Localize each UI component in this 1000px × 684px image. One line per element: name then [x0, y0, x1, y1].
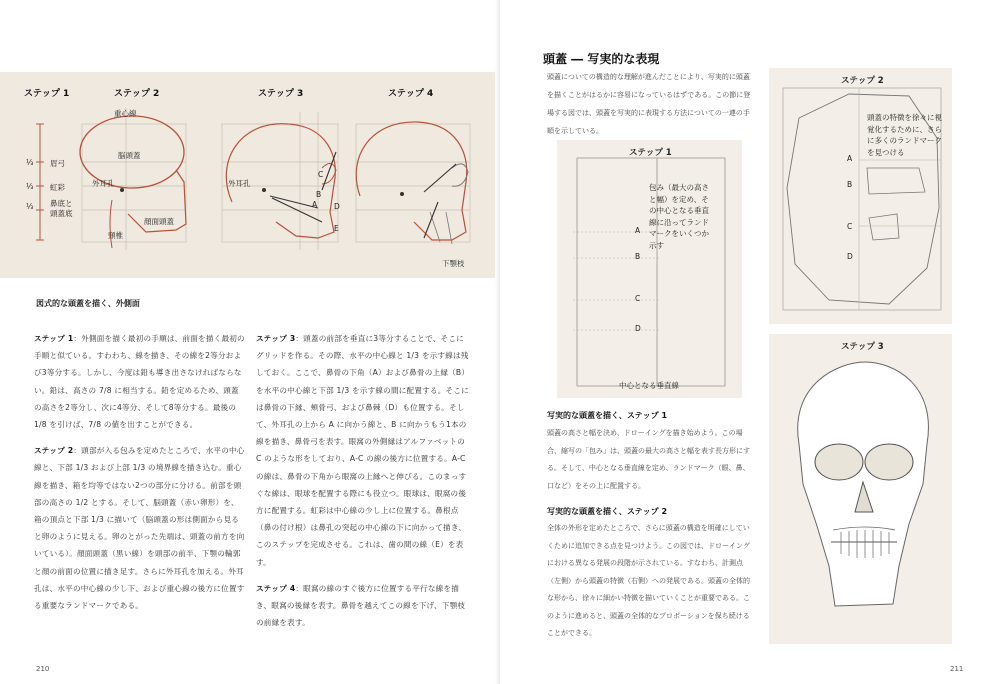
nose-base-label: 鼻底と [50, 199, 73, 208]
step1-label: ステップ 1 [629, 148, 672, 158]
step3-label: ステップ 3 [841, 342, 884, 352]
step3-figure [769, 334, 952, 644]
cranium-label: 脳頭蓋 [118, 151, 141, 160]
mark-b: B [635, 252, 641, 261]
mark-d: D [847, 252, 853, 261]
centerline-label: 重心線 [114, 109, 137, 118]
figure-drawings [0, 72, 500, 278]
mark-a: A [635, 226, 641, 235]
point-a-label: A [312, 200, 318, 209]
center-line-label: 中心となる垂直線 [619, 381, 679, 390]
step4-label: ステップ 4 [388, 89, 434, 99]
skull-base-label: 頭蓋底 [50, 209, 73, 218]
step-heading: ステップ 4 [256, 583, 296, 593]
figure-plate [0, 72, 500, 278]
text-column-2 [256, 330, 470, 640]
step1-figure [557, 140, 742, 398]
frac-label: ⅓ [26, 202, 34, 211]
mark-c: C [635, 294, 641, 303]
step2-label: ステップ 2 [841, 76, 884, 86]
intro-paragraph: 頭蓋についての構造的な理解が進んだことにより、写実的に頭蓋を描くことがはるかに容易になっているはずである。この節に登場する図では、頭蓋を写実的に表現する方法についての一連の手順を示している。 [547, 73, 751, 135]
subheading-1: 写実的な頭蓋を描く、ステップ 1 [547, 411, 668, 420]
step1-label: ステップ 1 [24, 89, 70, 99]
paragraph: ：外側面を描く最初の手順は、前面を描く最初の手順と似ている。すわわち、線を描き、その線を2等分および3等分する。しかし、今度は鉛も導き出さなければならない。鉛は、高さの 7/8 に相当する。鉛を定めるため、頭蓋の高さを2等分し、次に4等分、そして8等分する。最後の 1/8 を引けば、7/8 の値を出すことができる。 [34, 334, 245, 430]
subheading-2: 写実的な頭蓋を描く、ステップ 2 [547, 507, 668, 516]
mark-a: A [847, 154, 853, 163]
point-d-label: D [334, 202, 340, 211]
skull-drawing [769, 334, 952, 644]
page-number: 210 [36, 665, 50, 673]
point-e-label: E [334, 224, 339, 233]
neck-label: 頸椎 [108, 231, 123, 240]
paragraph: ：頭部が入る包みを定めたところで、水平の中心線と、下部 1/3 および上部 1/3 の境界線を描き込む。重心線を描き、箱を均等ではない2つの部分に分ける。前部を頭部の高さの 1/2 とする。そして、脳頭蓋（赤い卵形）を、箱の頂点と下部 1/3 に描いて（脳頭蓋の形は側面から見ると卵のように見える。卵のとがった先端は、頭蓋の前方を向いている）。顔面頭蓋（黒い線）を頭部の前半、下顎の輪郭と顔の前面の位置に描き足す。さらに外耳孔を加える。外耳孔は、水平の中心線の少し下、および重心線の後方に位置する重要なランドマークである。 [34, 446, 245, 611]
point-c-label: C [318, 170, 324, 179]
paragraph-2: 全体の外形を定めたところで、さらに頭蓋の構造を明確にしていくために追加できる点を見つけよう。この図では、ドローイングにおける異なる発展の段階が示されている。すなわち、計測点（左側）から頭蓋の特徴（右側）への発展である。頭蓋の全体的な形から、徐々に細かい特徴を描いていくことが重要である。このように進めると、頭蓋の全体的なプロポーションを保ち続けることができる。 [547, 524, 750, 637]
figure-caption: 図式的な頭蓋を描く、外側面 [36, 299, 140, 308]
frac-label: ⅓ [26, 182, 34, 191]
text-column-1 [34, 330, 246, 623]
eyebrow-label: 眉弓 [50, 159, 65, 168]
step1-note: 包み（最大の高さと幅）を定め、その中心となる垂直線に沿ってランドマークをいくつか示す [649, 183, 709, 250]
step2-note: 頭蓋の特徴を徐々に視覚化するために、さらに多くのランドマークを見つける [867, 113, 942, 157]
ear-hole-label: 外耳孔 [92, 179, 115, 188]
mark-b: B [847, 180, 853, 189]
frac-label: ⅓ [26, 158, 34, 167]
jaw-label: 下顎枝 [442, 259, 465, 268]
paragraph: ：眼窩の線のすぐ後方に位置する平行な線を描き、眼窩の後縁を表す。鼻骨を越えてこの線を下げ、下顎枝の前縁を表す。 [256, 583, 466, 628]
mark-c: C [847, 222, 853, 231]
step2-figure [769, 68, 952, 324]
mark-d: D [635, 324, 641, 333]
step-heading: ステップ 2 [34, 446, 74, 456]
ear-hole-label: 外耳孔 [228, 179, 251, 188]
iris-label: 虹彩 [50, 183, 65, 192]
paragraph-1: 頭蓋の高さと幅を決め、ドローイングを描き始めよう。この場合、縮写の「包み」は、頭蓋の最大の高さと幅を表す長方形にする。そして、中心となる垂直線を定め、ランドマーク（眼、鼻、口など）をその上に配置する。 [547, 429, 750, 490]
face-skull-label: 顔面頭蓋 [144, 217, 174, 226]
point-b-label: B [316, 190, 322, 199]
step-heading: ステップ 3 [256, 334, 296, 343]
paragraph: ：頭蓋の前部を垂直に3等分することで、そこにグリッドを作る。その際、水平の中心線と 1/3 を示す線は残しておく。ここで、鼻骨の下角（A）および鼻骨の上縁（B）を水平の中心線と下部 1/3 を示す線の間に配置する。そこには鼻骨の下縁、頬骨弓、および鼻棘（D）も位置する。そして、外耳孔の上から A に向かう線と、B に向かうもう1本の線を描き、鼻骨弓を表す。眼窩の外側縁はアルファベットの C のような形をしており、A-C の線の後方に位置する。A-C の線は、鼻骨の下角から眼窩の上縁へと伸びる。このまっすぐな線は、眼球を配置する際にも役立つ。眼球は、眼窩の後方に配置する。虹彩は中心線の少し上に位置する。鼻根点（鼻の付け根）は鼻孔の突起の中心線の下に向かって描き、このステップを完成させる。これは、歯の間の線（E）を表す。 [256, 334, 470, 567]
step3-label: ステップ 3 [258, 89, 304, 99]
page-number: 211 [950, 665, 964, 673]
step-heading: ステップ 1 [34, 334, 74, 343]
step2-label: ステップ 2 [114, 89, 160, 99]
section-title: 頭蓋 ― 写実的な表現 [543, 52, 660, 66]
